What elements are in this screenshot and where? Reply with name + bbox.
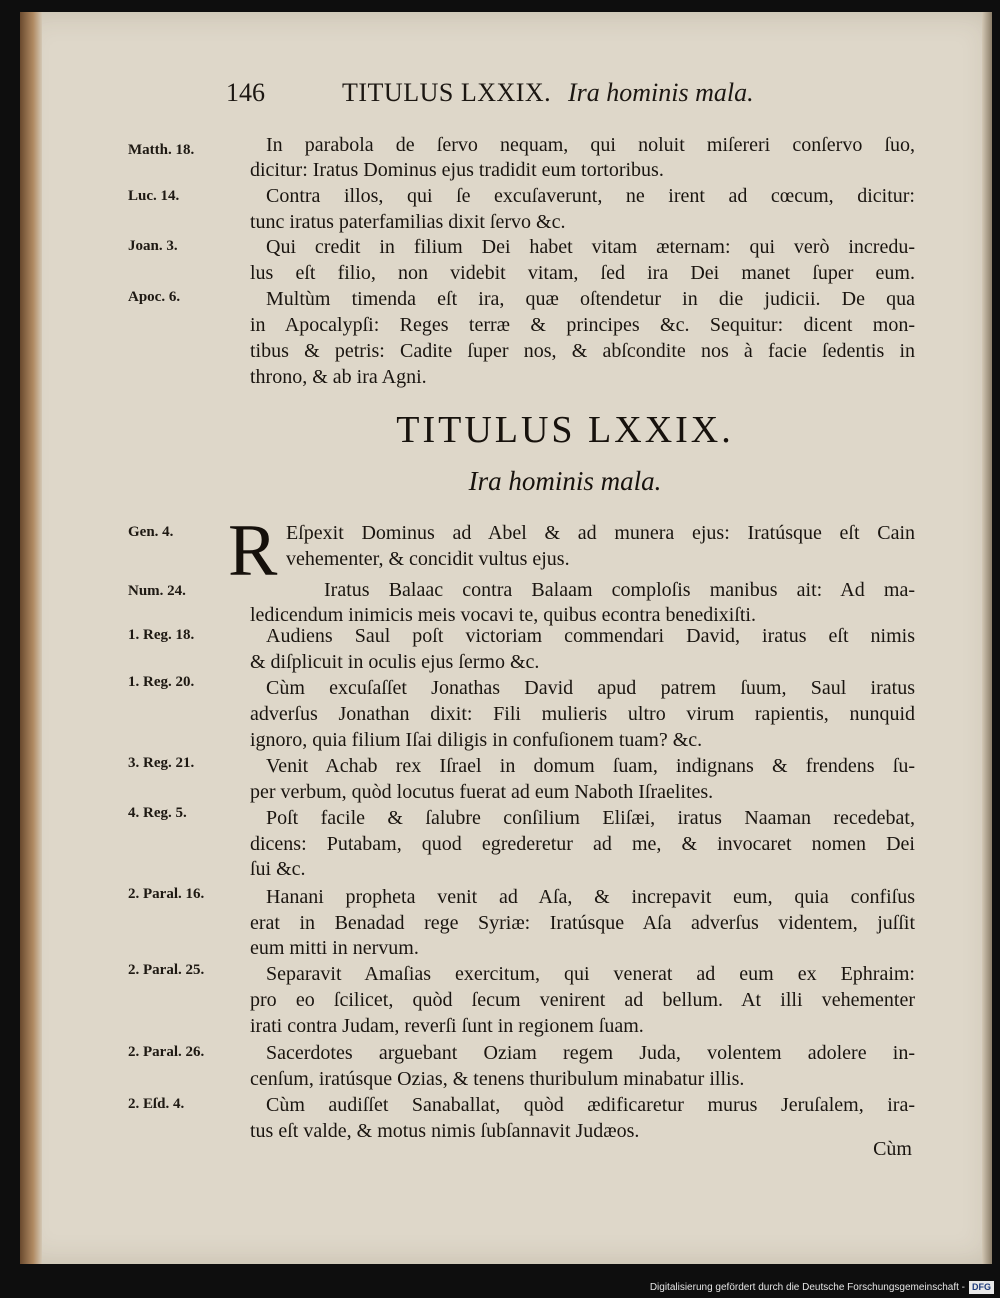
text-line: & diſplicuit in oculis ejus ſermo &c.	[250, 651, 540, 673]
text-line: lus eſt filio, non videbit vitam, ſed ira Dei manet ſuper eum.	[250, 262, 915, 284]
text-line: ignoro, quia filium Iſai diligis in confuſionem tuam? &c.	[250, 729, 703, 751]
margin-reference: 3. Reg. 21.	[128, 755, 195, 771]
text-line: throno, & ab ira Agni.	[250, 366, 427, 388]
text-line: Hanani propheta venit ad Aſa, & increpavit eum, quia confiſus	[266, 886, 915, 908]
margin-reference: 1. Reg. 18.	[128, 627, 195, 643]
text-line: Sacerdotes arguebant Oziam regem Juda, volentem adolere in-	[266, 1042, 915, 1064]
text-line: ſui &c.	[250, 858, 306, 880]
margin-reference: 2. Paral. 25.	[128, 962, 205, 978]
text-line: cenſum, iratúsque Ozias, & tenens thuribulum minabatur illis.	[250, 1068, 745, 1090]
text-line: Qui credit in filium Dei habet vitam æternam: qui verò incredu-	[266, 236, 915, 258]
footer-credit	[650, 1278, 994, 1296]
page-number: 146	[226, 78, 265, 107]
margin-reference: 2. Eſd. 4.	[128, 1096, 185, 1112]
text-line: Eſpexit Dominus ad Abel & ad munera ejus: Iratúsque eſt Cain	[286, 522, 915, 544]
margin-reference: Gen. 4.	[128, 524, 174, 540]
text-line: Audiens Saul poſt victoriam commendari David, iratus eſt nimis	[266, 625, 915, 647]
running-head-title: TITULUS LXXIX.	[342, 78, 552, 107]
text-line: tus eſt valde, & motus nimis ſubſannavit Judæos.	[250, 1120, 640, 1142]
running-head-subtitle: Ira hominis mala.	[568, 78, 754, 107]
margin-reference: Luc. 14.	[128, 188, 180, 204]
section-subtitle: Ira hominis mala.	[468, 466, 662, 496]
text-line: Cùm excuſaſſet Jonathas David apud patrem ſuum, Saul iratus	[266, 677, 915, 699]
text-line: pro eo ſcilicet, quòd ſecum venirent ad bellum. At illi vehementer	[250, 989, 915, 1011]
text-line: vehementer, & concidit vultus ejus.	[286, 548, 570, 570]
text-line: Poſt facile & ſalubre conſilium Eliſæi, iratus Naaman recedebat,	[266, 807, 915, 829]
margin-reference: Matth. 18.	[128, 142, 195, 158]
catchword: Cùm	[873, 1138, 912, 1160]
margin-reference: 1. Reg. 20.	[128, 674, 195, 690]
margin-reference: 4. Reg. 5.	[128, 805, 187, 821]
text-line: adverſus Jonathan dixit: Fili mulieris ultro virum rapientis, nunquid	[250, 703, 915, 725]
text-line: tunc iratus paterfamilias dixit ſervo &c.	[250, 211, 566, 233]
text-line: eum mitti in nervum.	[250, 937, 419, 959]
text-line: Separavit Amaſias exercitum, qui venerat ad eum ex Ephraim:	[266, 963, 915, 985]
margin-reference: Num. 24.	[128, 583, 186, 599]
text-line: dicitur: Iratus Dominus ejus tradidit eum tortoribus.	[250, 159, 664, 181]
section-title: TITULUS LXXIX.	[396, 409, 734, 451]
margin-reference: Apoc. 6.	[128, 289, 181, 305]
text-line: erat in Benadad rege Syriæ: Iratúsque Aſa adverſus videntem, juſſit	[250, 912, 915, 934]
footer-text: Digitalisierung gefördert durch die Deutsche Forschungsgemeinschaft -	[649, 1281, 965, 1293]
page-gutter-edge	[20, 12, 42, 1264]
text-line: irati contra Judam, reverſi ſunt in regionem ſuam.	[250, 1015, 644, 1037]
page-right-edge	[982, 12, 992, 1264]
text-line: In parabola de ſervo nequam, qui noluit miſereri conſervo ſuo,	[266, 134, 915, 156]
drop-cap: R	[228, 510, 278, 592]
dfg-logo-icon: DFG	[969, 1281, 994, 1294]
text-line: per verbum, quòd locutus fuerat ad eum Naboth Iſraelites.	[250, 781, 714, 803]
margin-reference: Joan. 3.	[128, 238, 178, 254]
text-line: Contra illos, qui ſe excuſaverunt, ne irent ad cœcum, dicitur:	[266, 185, 915, 207]
text-line: Iratus Balaac contra Balaam comploſis manibus ait: Ad ma-	[324, 579, 915, 601]
text-line: in Apocalypſi: Reges terræ & principes &c. Sequitur: dicent mon-	[250, 314, 915, 336]
text-line: dicens: Putabam, quod egrederetur ad me, & invocaret nomen Dei	[250, 833, 915, 855]
text-line: tibus & petris: Cadite ſuper nos, & abſcondite nos à facie ſedentis in	[250, 340, 915, 362]
text-line: Multùm timenda eſt ira, quæ oſtendetur in die judicii. De qua	[266, 288, 915, 310]
margin-reference: 2. Paral. 26.	[128, 1044, 205, 1060]
margin-reference: 2. Paral. 16.	[128, 886, 205, 902]
text-line: Cùm audiſſet Sanaballat, quòd ædificaretur murus Jeruſalem, ira-	[266, 1094, 915, 1116]
text-line: ledicendum inimicis meis vocavi te, quibus econtra benedixiſti.	[250, 604, 756, 626]
text-line: Venit Achab rex Iſrael in domum ſuam, indignans & frendens ſu-	[266, 755, 915, 777]
